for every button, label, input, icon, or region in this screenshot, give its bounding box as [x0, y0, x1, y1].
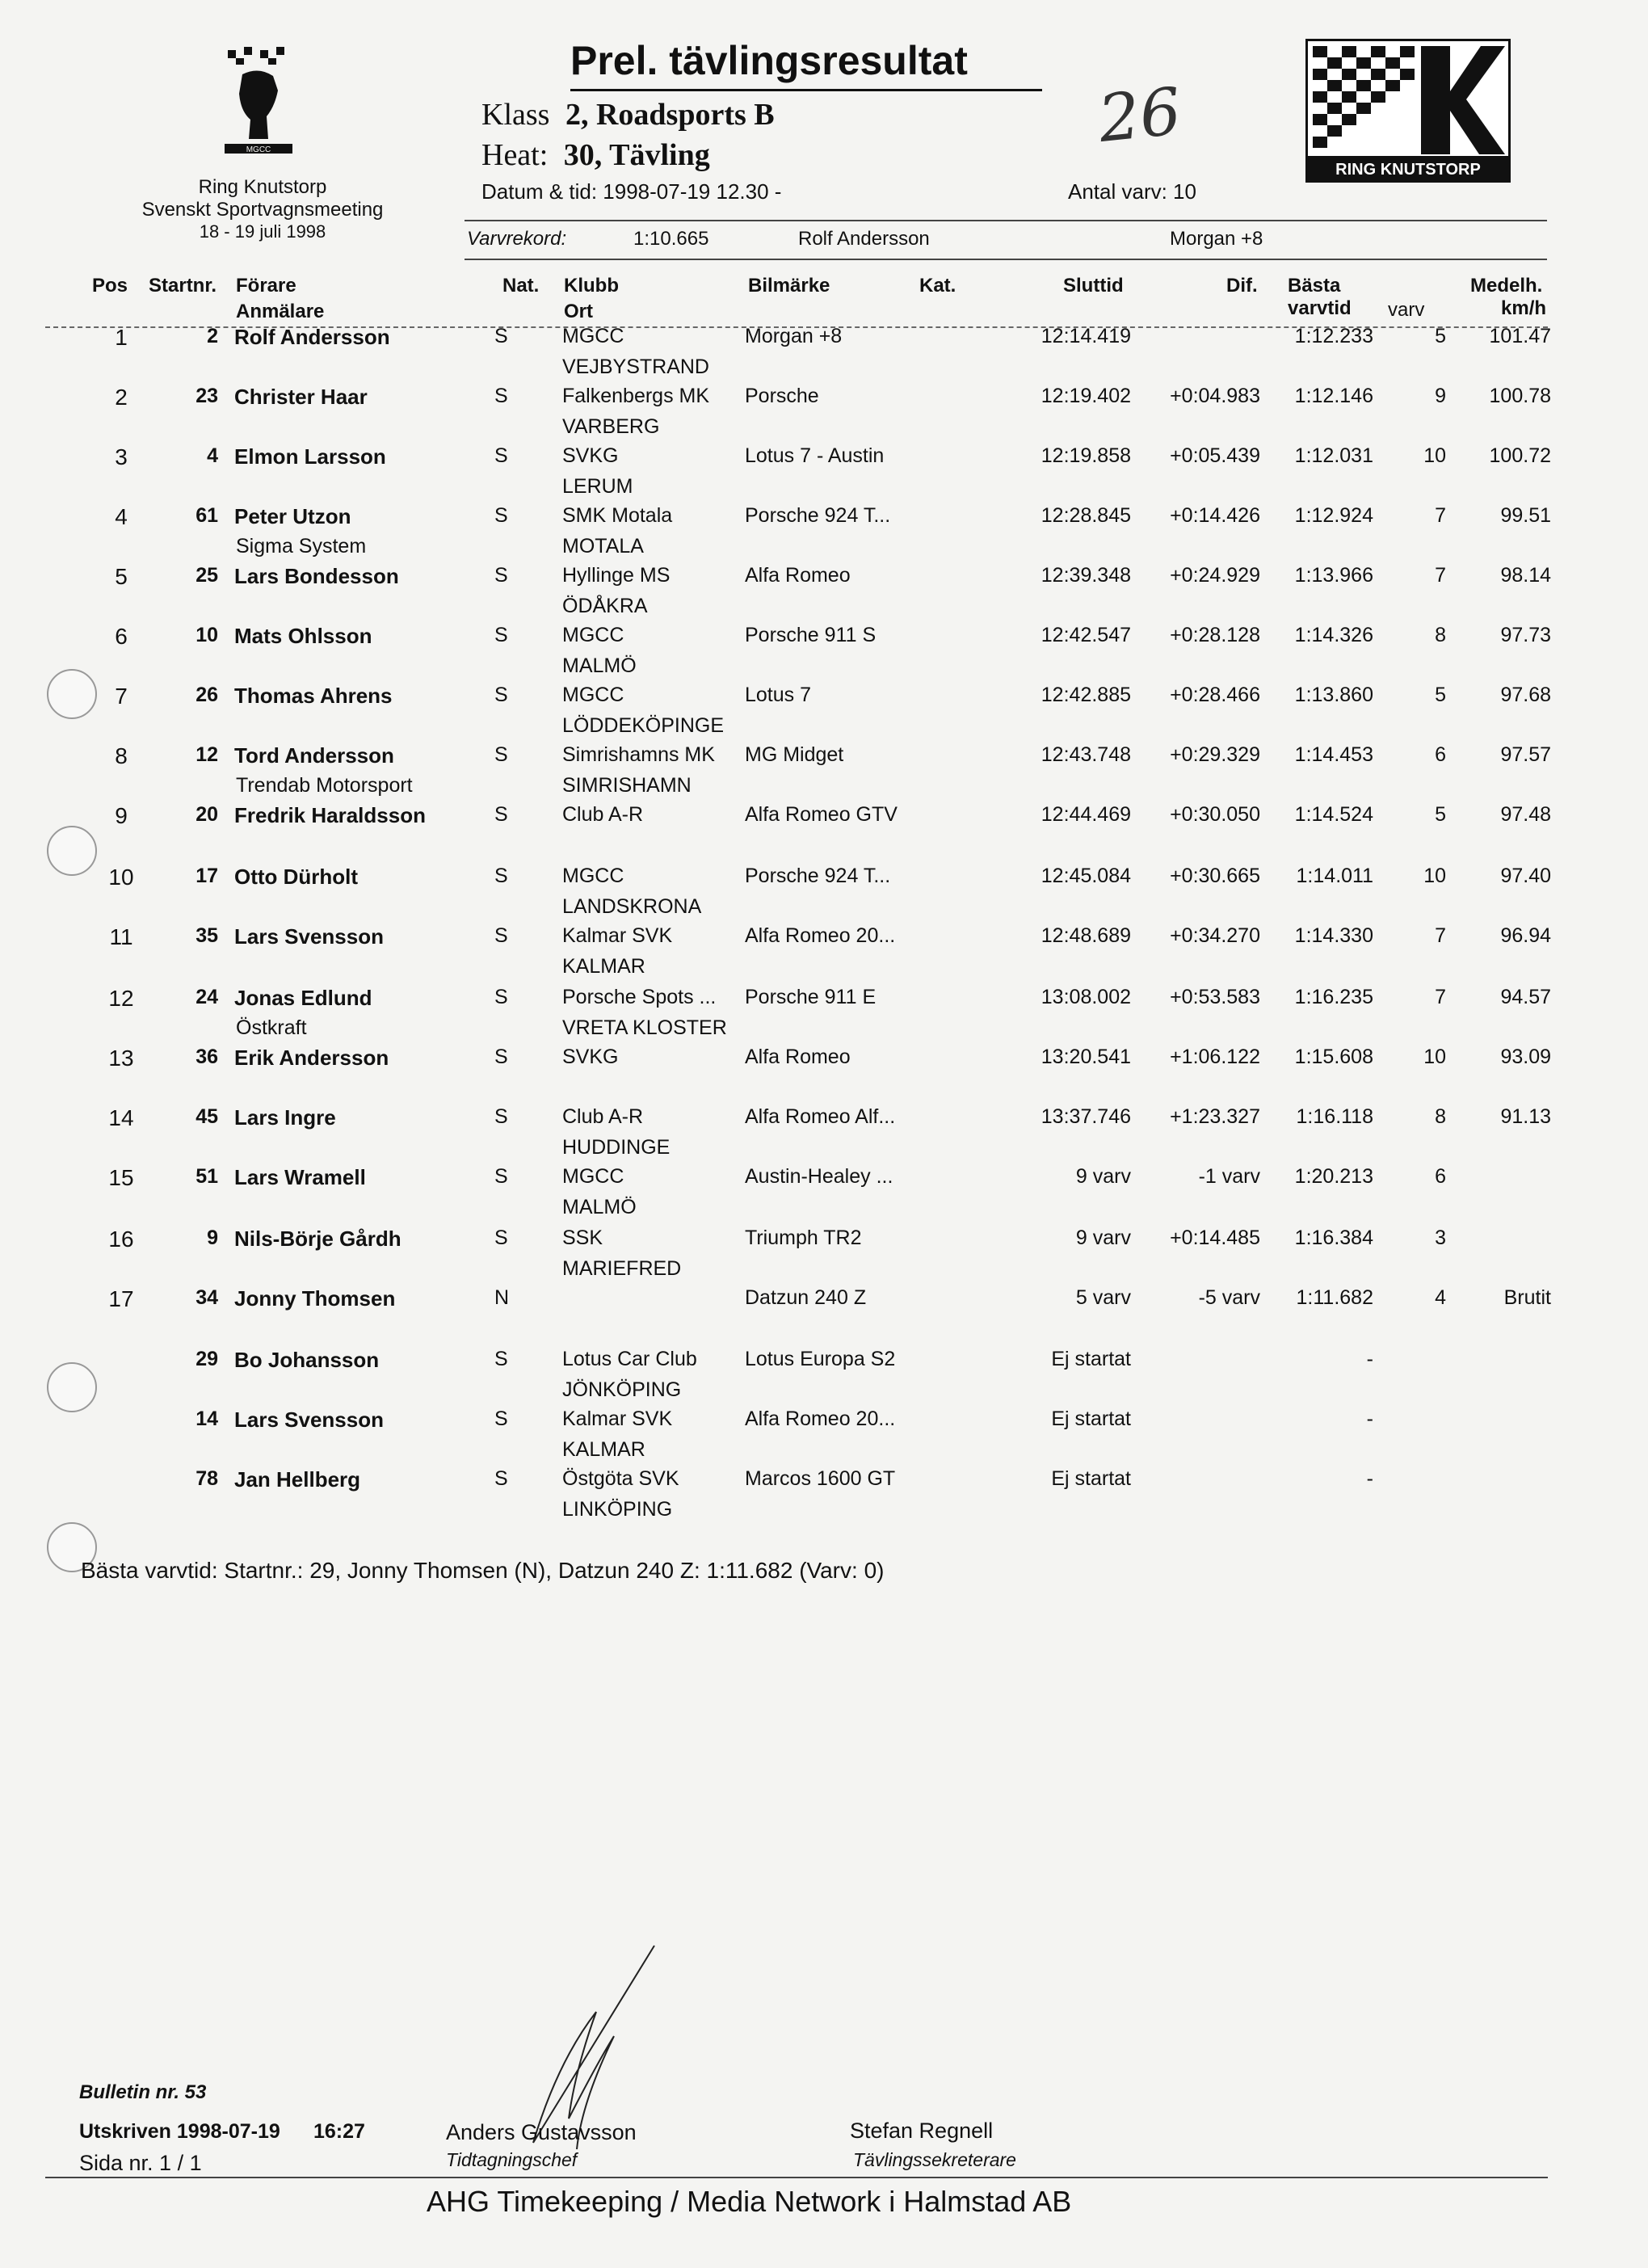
- club-cell: SVKG: [562, 444, 619, 467]
- club-cell: SVKG: [562, 1046, 619, 1068]
- class-label: Klass: [481, 98, 550, 132]
- event-venue: Ring Knutstorp: [198, 176, 327, 198]
- position-cell: 13: [108, 1046, 134, 1071]
- company-name: AHG Timekeeping / Media Network i Halmstad AB: [427, 2185, 1072, 2218]
- col-medelh: Medelh.: [1470, 275, 1543, 297]
- finish-time-cell: 12:45.084: [1041, 865, 1131, 887]
- startnr-cell: 34: [195, 1286, 218, 1309]
- average-speed-cell: 100.72: [1489, 444, 1551, 467]
- best-lap-cell: 1:16.235: [1294, 986, 1373, 1008]
- city-cell: VEJBYSTRAND: [562, 356, 709, 378]
- col-forare: Förare: [236, 275, 296, 297]
- club-cell: Kalmar SVK: [562, 924, 673, 947]
- car-cell: Lotus 7: [745, 684, 812, 706]
- driver-cell: Lars Svensson: [234, 924, 384, 949]
- difference-cell: -5 varv: [1198, 1286, 1260, 1309]
- average-speed-cell: 99.51: [1500, 504, 1551, 527]
- car-cell: Lotus 7 - Austin: [745, 444, 885, 467]
- average-speed-cell: 97.40: [1500, 865, 1551, 887]
- best-lap-number-cell: 5: [1435, 803, 1446, 826]
- mgcc-logo: [210, 42, 307, 163]
- event-dates: 18 - 19 juli 1998: [199, 221, 326, 242]
- city-cell: SIMRISHAMN: [562, 774, 692, 797]
- startnr-cell: 35: [195, 924, 218, 947]
- position-cell: 5: [115, 564, 128, 589]
- average-speed-cell: Brutit: [1503, 1286, 1551, 1309]
- car-cell: Alfa Romeo 20...: [745, 924, 896, 947]
- city-cell: MOTALA: [562, 535, 644, 558]
- average-speed-cell: 91.13: [1500, 1105, 1551, 1128]
- startnr-cell: 61: [195, 504, 218, 527]
- position-cell: 16: [108, 1227, 134, 1252]
- best-lap-number-cell: 6: [1435, 743, 1446, 766]
- average-speed-cell: 98.14: [1500, 564, 1551, 587]
- signer1-title: Tidtagningschef: [446, 2149, 578, 2170]
- finish-time-cell: 12:48.689: [1041, 924, 1131, 947]
- driver-cell: Jonas Edlund: [234, 986, 372, 1010]
- best-lap-number-cell: 7: [1435, 504, 1446, 527]
- startnr-cell: 26: [195, 684, 218, 706]
- driver-cell: Rolf Andersson: [234, 325, 390, 349]
- record-time: 1:10.665: [633, 228, 709, 250]
- nationality-cell: S: [494, 325, 508, 347]
- heat-value: 30, Tävling: [563, 138, 710, 172]
- car-cell: Porsche: [745, 385, 819, 407]
- position-cell: 3: [115, 444, 128, 469]
- best-lap-cell: -: [1366, 1348, 1373, 1370]
- startnr-cell: 51: [195, 1165, 218, 1188]
- finish-time-cell: 12:19.858: [1041, 444, 1131, 467]
- driver-cell: Lars Bondesson: [234, 564, 399, 588]
- best-lap-cell: 1:14.524: [1294, 803, 1373, 826]
- startnr-cell: 20: [195, 803, 218, 826]
- average-speed-cell: 97.68: [1500, 684, 1551, 706]
- driver-cell: Peter Utzon: [234, 504, 351, 528]
- finish-time-cell: 9 varv: [1075, 1165, 1131, 1188]
- record-driver: Rolf Andersson: [798, 228, 930, 250]
- col-pos: Pos: [92, 275, 128, 297]
- table-row: [0, 743, 1648, 803]
- startnr-cell: 78: [195, 1467, 218, 1490]
- nationality-cell: S: [494, 803, 508, 826]
- club-cell: Östgöta SVK: [562, 1467, 679, 1490]
- table-row: [0, 564, 1648, 624]
- table-row: [0, 444, 1648, 504]
- city-cell: HUDDINGE: [562, 1136, 671, 1159]
- club-cell: Club A-R: [562, 1105, 644, 1128]
- city-cell: MALMÖ: [562, 1196, 637, 1218]
- city-cell: ÖDÅKRA: [562, 595, 648, 617]
- record-car: Morgan +8: [1170, 228, 1263, 250]
- difference-cell: +0:28.128: [1170, 624, 1260, 646]
- nationality-cell: S: [494, 1227, 508, 1249]
- best-lap-number-cell: 7: [1435, 986, 1446, 1008]
- best-lap-cell: 1:20.213: [1294, 1165, 1373, 1188]
- finish-time-cell: 12:19.402: [1041, 385, 1131, 407]
- position-cell: 14: [108, 1105, 134, 1130]
- nationality-cell: S: [494, 1105, 508, 1128]
- nationality-cell: S: [494, 986, 508, 1008]
- club-cell: MGCC: [562, 624, 624, 646]
- car-cell: Porsche 911 E: [745, 986, 877, 1008]
- col-anmalare: Anmälare: [236, 301, 325, 322]
- nationality-cell: S: [494, 624, 508, 646]
- position-cell: 12: [108, 986, 134, 1011]
- average-speed-cell: 94.57: [1500, 986, 1551, 1008]
- finish-time-cell: 12:28.845: [1041, 504, 1131, 527]
- entrant-cell: Östkraft: [236, 1016, 307, 1039]
- car-cell: Lotus Europa S2: [745, 1348, 896, 1370]
- best-lap-cell: 1:12.146: [1294, 385, 1373, 407]
- club-cell: SMK Motala: [562, 504, 673, 527]
- table-row: [0, 865, 1648, 924]
- best-lap-cell: 1:12.031: [1294, 444, 1373, 467]
- finish-time-cell: 5 varv: [1075, 1286, 1131, 1309]
- best-lap-cell: -: [1366, 1467, 1373, 1490]
- finish-time-cell: 13:20.541: [1041, 1046, 1131, 1068]
- driver-cell: Erik Andersson: [234, 1046, 389, 1070]
- table-row: [0, 1286, 1648, 1346]
- position-cell: 8: [115, 743, 128, 768]
- table-row: [0, 803, 1648, 863]
- driver-cell: Bo Johansson: [234, 1348, 380, 1372]
- startnr-cell: 9: [207, 1227, 218, 1249]
- car-cell: Alfa Romeo 20...: [745, 1408, 896, 1430]
- nationality-cell: S: [494, 865, 508, 887]
- difference-cell: -1 varv: [1198, 1165, 1260, 1188]
- car-cell: Porsche 924 T...: [745, 504, 891, 527]
- best-lap-cell: 1:14.326: [1294, 624, 1373, 646]
- title-underline: [570, 89, 1042, 91]
- driver-cell: Mats Ohlsson: [234, 624, 372, 648]
- city-cell: KALMAR: [562, 955, 645, 978]
- car-cell: Triumph TR2: [745, 1227, 862, 1249]
- car-cell: Morgan +8: [745, 325, 843, 347]
- best-lap-cell: -: [1366, 1408, 1373, 1430]
- col-varvtid: varvtid: [1288, 297, 1352, 319]
- best-lap-cell: 1:14.453: [1294, 743, 1373, 766]
- table-row: [0, 986, 1648, 1046]
- date-time: Datum & tid: 1998-07-19 12.30 -: [481, 179, 782, 204]
- city-cell: MARIEFRED: [562, 1257, 682, 1280]
- nationality-cell: S: [494, 1348, 508, 1370]
- driver-cell: Elmon Larsson: [234, 444, 386, 469]
- best-lap-cell: 1:12.924: [1294, 504, 1373, 527]
- city-cell: VRETA KLOSTER: [562, 1016, 727, 1039]
- col-basta: Bästa: [1288, 275, 1341, 297]
- startnr-cell: 2: [207, 325, 218, 347]
- table-row: [0, 684, 1648, 743]
- average-speed-cell: 97.57: [1500, 743, 1551, 766]
- position-cell: 10: [108, 865, 134, 890]
- startnr-cell: 12: [195, 743, 218, 766]
- driver-cell: Lars Ingre: [234, 1105, 336, 1130]
- difference-cell: +0:04.983: [1170, 385, 1260, 407]
- col-startnr: Startnr.: [149, 275, 217, 297]
- table-row: [0, 504, 1648, 564]
- page-title: Prel. tävlingsresultat: [570, 38, 968, 83]
- col-klubb: Klubb: [564, 275, 619, 297]
- heat-line: [481, 137, 710, 173]
- finish-time-cell: 9 varv: [1075, 1227, 1131, 1249]
- best-lap-cell: 1:13.860: [1294, 684, 1373, 706]
- record-label: Varvrekord:: [467, 228, 567, 250]
- table-row: [0, 1348, 1648, 1408]
- finish-time-cell: 12:14.419: [1041, 325, 1131, 347]
- handwritten-number: 26: [1095, 73, 1185, 158]
- table-row: [0, 1408, 1648, 1467]
- nationality-cell: S: [494, 1046, 508, 1068]
- best-lap-number-cell: 6: [1435, 1165, 1446, 1188]
- city-cell: JÖNKÖPING: [562, 1378, 682, 1401]
- finish-time-cell: 12:42.885: [1041, 684, 1131, 706]
- best-lap-number-cell: 5: [1435, 325, 1446, 347]
- difference-cell: +1:06.122: [1170, 1046, 1260, 1068]
- nationality-cell: S: [494, 504, 508, 527]
- best-lap-cell: 1:16.384: [1294, 1227, 1373, 1249]
- position-cell: 11: [109, 924, 133, 949]
- finish-time-cell: 12:42.547: [1041, 624, 1131, 646]
- best-lap-cell: 1:13.966: [1294, 564, 1373, 587]
- difference-cell: +0:30.050: [1170, 803, 1260, 826]
- driver-cell: Nils-Börje Gårdh: [234, 1227, 401, 1251]
- position-cell: 4: [115, 504, 128, 529]
- nationality-cell: S: [494, 1467, 508, 1490]
- printed-time: 16:27: [313, 2120, 365, 2143]
- club-cell: Kalmar SVK: [562, 1408, 673, 1430]
- driver-cell: Jan Hellberg: [234, 1467, 361, 1492]
- position-cell: 2: [115, 385, 128, 410]
- difference-cell: +0:14.485: [1170, 1227, 1260, 1249]
- finish-time-cell: 12:44.469: [1041, 803, 1131, 826]
- average-speed-cell: 97.73: [1500, 624, 1551, 646]
- record-top-rule: [465, 220, 1547, 221]
- position-cell: 6: [115, 624, 128, 649]
- class-value: 2, Roadsports B: [565, 98, 775, 132]
- table-row: [0, 1046, 1648, 1105]
- col-sluttid: Sluttid: [1063, 275, 1124, 297]
- best-lap-cell: 1:14.011: [1296, 865, 1373, 887]
- difference-cell: +0:05.439: [1170, 444, 1260, 467]
- average-speed-cell: 101.47: [1489, 325, 1551, 347]
- club-cell: MGCC: [562, 325, 624, 347]
- startnr-cell: 4: [207, 444, 218, 467]
- club-cell: SSK: [562, 1227, 603, 1249]
- startnr-cell: 10: [195, 624, 218, 646]
- difference-cell: +0:24.929: [1170, 564, 1260, 587]
- finish-time-cell: 12:43.748: [1041, 743, 1131, 766]
- startnr-cell: 23: [195, 385, 218, 407]
- signer2-name: Stefan Regnell: [850, 2119, 994, 2143]
- heat-label: Heat:: [481, 138, 549, 172]
- event-name: Svenskt Sportvagnsmeeting: [141, 199, 384, 221]
- finish-time-cell: 13:08.002: [1041, 986, 1131, 1008]
- table-row: [0, 1105, 1648, 1165]
- club-cell: MGCC: [562, 684, 624, 706]
- difference-cell: +0:53.583: [1170, 986, 1260, 1008]
- position-cell: 17: [108, 1286, 134, 1311]
- startnr-cell: 24: [195, 986, 218, 1008]
- footer-rule: [45, 2177, 1548, 2178]
- difference-cell: +0:30.665: [1170, 865, 1260, 887]
- club-cell: Simrishamns MK: [562, 743, 715, 766]
- table-row: [0, 1467, 1648, 1527]
- col-varv: varv: [1388, 299, 1425, 321]
- city-cell: MALMÖ: [562, 654, 637, 677]
- average-speed-cell: 96.94: [1500, 924, 1551, 947]
- table-row: [0, 624, 1648, 684]
- finish-time-cell: Ej startat: [1051, 1467, 1131, 1490]
- city-cell: LERUM: [562, 475, 633, 498]
- table-row: [0, 1165, 1648, 1225]
- page-number: Sida nr. 1 / 1: [79, 2151, 202, 2175]
- startnr-cell: 29: [195, 1348, 218, 1370]
- best-lap-number-cell: 7: [1435, 924, 1446, 947]
- best-lap-number-cell: 10: [1423, 865, 1446, 887]
- club-cell: MGCC: [562, 1165, 624, 1188]
- startnr-cell: 14: [195, 1408, 218, 1430]
- best-lap-note: Bästa varvtid: Startnr.: 29, Jonny Thomsen (N), Datzun 240 Z: 1:11.682 (Varv: 0): [81, 1558, 885, 1583]
- driver-cell: Thomas Ahrens: [234, 684, 393, 708]
- best-lap-number-cell: 4: [1435, 1286, 1446, 1309]
- driver-cell: Lars Wramell: [234, 1165, 366, 1189]
- best-lap-cell: 1:14.330: [1294, 924, 1373, 947]
- finish-time-cell: 12:39.348: [1041, 564, 1131, 587]
- car-cell: Marcos 1600 GT: [745, 1467, 896, 1490]
- best-lap-cell: 1:12.233: [1294, 325, 1373, 347]
- svg-text:RING KNUTSTORP: RING KNUTSTORP: [1335, 161, 1481, 179]
- car-cell: Alfa Romeo: [745, 564, 851, 587]
- nationality-cell: S: [494, 444, 508, 467]
- club-cell: Club A-R: [562, 803, 644, 826]
- average-speed-cell: 100.78: [1489, 385, 1551, 407]
- position-cell: 1: [115, 325, 128, 350]
- finish-time-cell: Ej startat: [1051, 1348, 1131, 1370]
- col-kat: Kat.: [919, 275, 956, 297]
- nationality-cell: S: [494, 1165, 508, 1188]
- city-cell: LINKÖPING: [562, 1498, 673, 1521]
- city-cell: LÖDDEKÖPINGE: [562, 714, 725, 737]
- car-cell: Datzun 240 Z: [745, 1286, 867, 1309]
- city-cell: VARBERG: [562, 415, 660, 438]
- car-cell: Alfa Romeo: [745, 1046, 851, 1068]
- club-cell: Falkenbergs MK: [562, 385, 710, 407]
- col-dif: Dif.: [1226, 275, 1258, 297]
- nationality-cell: S: [494, 385, 508, 407]
- best-lap-number-cell: 9: [1435, 385, 1446, 407]
- col-kmh: km/h: [1501, 297, 1547, 319]
- driver-cell: Jonny Thomsen: [234, 1286, 396, 1311]
- nationality-cell: S: [494, 684, 508, 706]
- car-cell: Porsche 911 S: [745, 624, 877, 646]
- nationality-cell: S: [494, 1408, 508, 1430]
- driver-cell: Tord Andersson: [234, 743, 394, 768]
- best-lap-number-cell: 3: [1435, 1227, 1446, 1249]
- best-lap-number-cell: 5: [1435, 684, 1446, 706]
- city-cell: LANDSKRONA: [562, 895, 702, 918]
- entrant-cell: Sigma System: [236, 535, 367, 558]
- col-nat: Nat.: [502, 275, 540, 297]
- best-lap-number-cell: 8: [1435, 624, 1446, 646]
- car-cell: Alfa Romeo GTV: [745, 803, 898, 826]
- signer1-name: Anders Gustavsson: [446, 2120, 637, 2144]
- driver-cell: Christer Haar: [234, 385, 368, 409]
- difference-cell: +0:34.270: [1170, 924, 1260, 947]
- col-bilmarke: Bilmärke: [748, 275, 830, 297]
- startnr-cell: 17: [195, 865, 218, 887]
- difference-cell: +0:28.466: [1170, 684, 1260, 706]
- best-lap-number-cell: 8: [1435, 1105, 1446, 1128]
- best-lap-number-cell: 7: [1435, 564, 1446, 587]
- svg-text:MGCC: MGCC: [246, 145, 271, 154]
- best-lap-number-cell: 10: [1423, 1046, 1446, 1068]
- car-cell: MG Midget: [745, 743, 844, 766]
- table-row: [0, 385, 1648, 444]
- lap-count: Antal varv: 10: [1068, 179, 1196, 204]
- position-cell: 15: [108, 1165, 134, 1190]
- club-cell: MGCC: [562, 865, 624, 887]
- position-cell: 9: [115, 803, 128, 828]
- ring-knutstorp-logo: [1305, 39, 1511, 183]
- signer2-title: Tävlingssekreterare: [853, 2149, 1016, 2170]
- table-row: [0, 924, 1648, 984]
- startnr-cell: 36: [195, 1046, 218, 1068]
- car-cell: Austin-Healey ...: [745, 1165, 893, 1188]
- printed-date: Utskriven 1998-07-19: [79, 2120, 280, 2143]
- nationality-cell: S: [494, 743, 508, 766]
- col-ort: Ort: [564, 301, 593, 322]
- class-line: [481, 97, 775, 133]
- startnr-cell: 45: [195, 1105, 218, 1128]
- driver-cell: Otto Dürholt: [234, 865, 359, 889]
- driver-cell: Lars Svensson: [234, 1408, 384, 1432]
- difference-cell: +1:23.327: [1170, 1105, 1260, 1128]
- startnr-cell: 25: [195, 564, 218, 587]
- nationality-cell: N: [494, 1286, 510, 1309]
- table-row: [0, 1227, 1648, 1286]
- position-cell: 7: [115, 684, 128, 709]
- city-cell: KALMAR: [562, 1438, 645, 1461]
- table-row: [0, 325, 1648, 385]
- club-cell: Porsche Spots ...: [562, 986, 717, 1008]
- record-bottom-rule: [465, 259, 1547, 260]
- club-cell: Hyllinge MS: [562, 564, 671, 587]
- best-lap-cell: 1:11.682: [1296, 1286, 1373, 1309]
- entrant-cell: Trendab Motorsport: [236, 774, 413, 797]
- difference-cell: +0:29.329: [1170, 743, 1260, 766]
- finish-time-cell: 13:37.746: [1041, 1105, 1131, 1128]
- average-speed-cell: 93.09: [1500, 1046, 1551, 1068]
- finish-time-cell: Ej startat: [1051, 1408, 1131, 1430]
- nationality-cell: S: [494, 564, 508, 587]
- club-cell: Lotus Car Club: [562, 1348, 697, 1370]
- difference-cell: +0:14.426: [1170, 504, 1260, 527]
- bulletin-number: Bulletin nr. 53: [79, 2081, 207, 2103]
- driver-cell: Fredrik Haraldsson: [234, 803, 426, 827]
- average-speed-cell: 97.48: [1500, 803, 1551, 826]
- nationality-cell: S: [494, 924, 508, 947]
- best-lap-number-cell: 10: [1423, 444, 1446, 467]
- car-cell: Alfa Romeo Alf...: [745, 1105, 896, 1128]
- best-lap-cell: 1:15.608: [1294, 1046, 1373, 1068]
- best-lap-cell: 1:16.118: [1296, 1105, 1373, 1128]
- car-cell: Porsche 924 T...: [745, 865, 891, 887]
